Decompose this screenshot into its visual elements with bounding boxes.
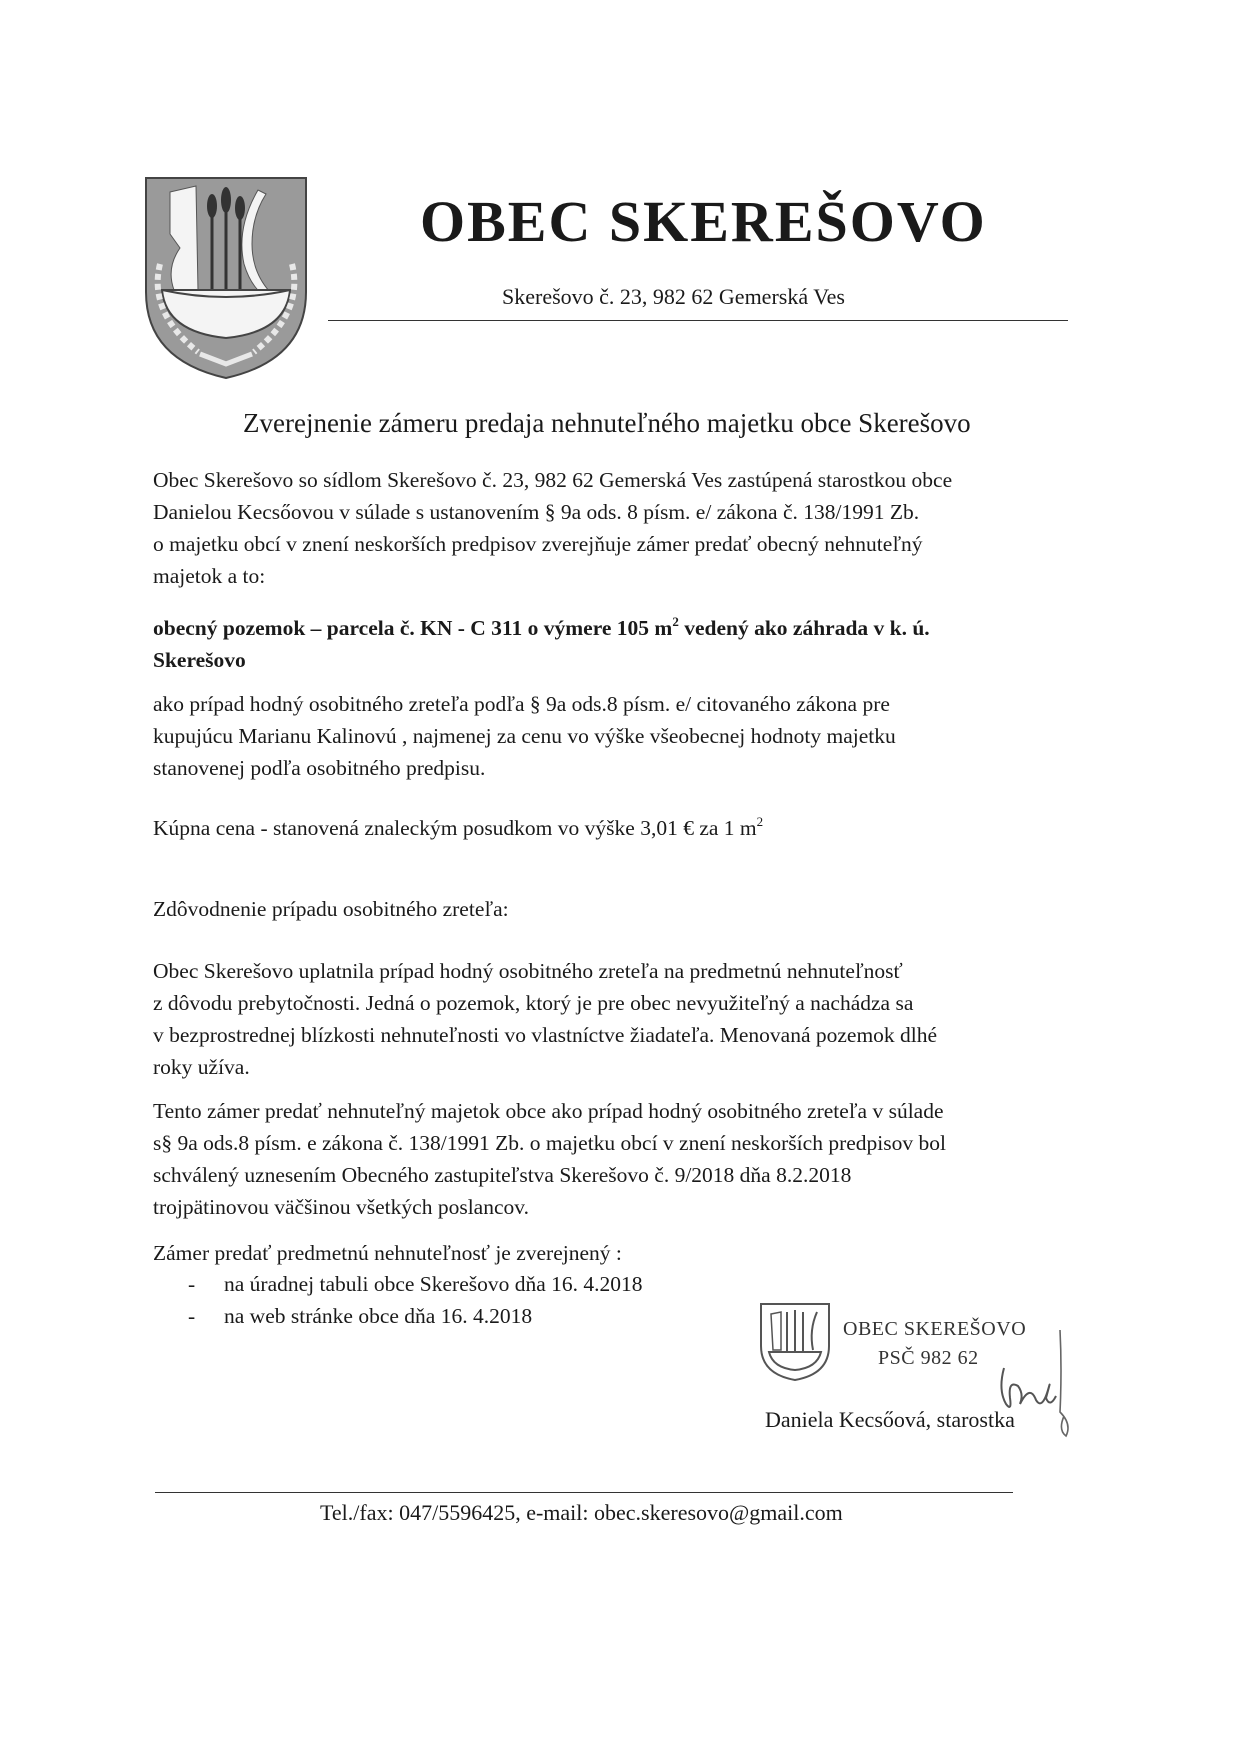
- parcel-text: obecný pozemok – parcela č. KN - C 311 o výmere 105 m: [153, 616, 673, 640]
- approval-line: Tento zámer predať nehnuteľný majetok obce ako prípad hodný osobitného zreteľa v súlade: [153, 1099, 944, 1123]
- special-case-paragraph: [153, 688, 1088, 784]
- list-dash: -: [188, 1272, 196, 1296]
- list-item-text: na úradnej tabuli obce Skerešovo dňa 16. 4.2018: [224, 1272, 643, 1296]
- justification-line: v bezprostrednej blízkosti nehnuteľnosti vo vlastníctve žiadateľa. Menovaná pozemok dlhé: [153, 1023, 938, 1047]
- list-dash: -: [188, 1304, 196, 1328]
- justification-paragraph: [153, 955, 1088, 1083]
- justification-line: Obec Skerešovo uplatnila prípad hodný osobitného zreteľa na predmetnú nehnuteľnosť: [153, 959, 903, 983]
- list-item: [188, 1300, 643, 1332]
- stamp-municipality: OBEC SKEREŠOVO: [843, 1318, 1027, 1340]
- contact-footer: Tel./fax: 047/5596425, e-mail: obec.skeresovo@gmail.com: [320, 1500, 843, 1525]
- justification-line: z dôvodu prebytočnosti. Jedná o pozemok, ktorý je pre obec nevyužiteľný a nachádza sa: [153, 991, 914, 1015]
- justification-heading: [153, 893, 1088, 925]
- parcel-text-rest: vedený ako záhrada v k. ú.: [678, 616, 930, 640]
- approval-line: s§ 9a ods.8 písm. e zákona č. 138/1991 Zb. o majetku obcí v znení neskorších predpisov bol: [153, 1131, 946, 1155]
- parcel-cadastral-area: Skerešovo: [153, 648, 246, 672]
- intro-paragraph: [153, 464, 1088, 592]
- intro-line: o majetku obcí v znení neskorších predpisov zverejňuje zámer predať obecný nehnuteľný: [153, 532, 923, 556]
- approval-line: schválený uznesením Obecného zastupiteľstva Skerešovo č. 9/2018 dňa 8.2.2018: [153, 1163, 852, 1187]
- list-item-text: na web stránke obce dňa 16. 4.2018: [224, 1304, 533, 1328]
- special-case-line: ako prípad hodný osobitného zreteľa podľa § 9a ods.8 písm. e/ citovaného zákona pre: [153, 692, 890, 716]
- justification-heading-text: Zdôvodnenie prípadu osobitného zreteľa:: [153, 897, 509, 921]
- purchase-price: [153, 812, 1088, 844]
- notice-subject: Zverejnenie zámeru predaja nehnuteľného majetku obce Skerešovo: [243, 408, 971, 438]
- footer-divider: [155, 1492, 1013, 1493]
- special-case-line: kupujúcu Marianu Kalinovú , najmenej za cenu vo výške všeobecnej hodnoty majetku: [153, 724, 896, 748]
- publication-list: [188, 1268, 643, 1332]
- approval-paragraph: [153, 1095, 1088, 1223]
- price-text: Kúpna cena - stanovená znaleckým posudkom vo výške 3,01 € za 1 m: [153, 816, 757, 840]
- parcel-unit-exponent: 2: [672, 614, 679, 629]
- list-item: [188, 1268, 643, 1300]
- justification-line: roky užíva.: [153, 1055, 250, 1079]
- municipality-title: OBEC SKEREŠOVO: [420, 189, 987, 254]
- parcel-description: [153, 612, 1088, 676]
- publication-heading-text: Zámer predať predmetnú nehnuteľnosť je zverejnený :: [153, 1241, 622, 1265]
- municipality-address: Skerešovo č. 23, 982 62 Gemerská Ves: [502, 284, 845, 309]
- approval-line: trojpätinovou väčšinou všetkých poslancov.: [153, 1195, 529, 1219]
- header-divider: [328, 320, 1068, 321]
- intro-line: Obec Skerešovo so sídlom Skerešovo č. 23, 982 62 Gemerská Ves zastúpená starostkou obce: [153, 468, 953, 492]
- price-unit-exponent: 2: [756, 814, 764, 829]
- signer-name: Daniela Kecsőová, starostka: [765, 1407, 1015, 1432]
- intro-line: Danielou Kecsőovou v súlade s ustanovením § 9a ods. 8 písm. e/ zákona č. 138/1991 Zb.: [153, 500, 920, 524]
- municipal-stamp-icon: [755, 1300, 835, 1382]
- coat-of-arms-icon: [140, 172, 312, 382]
- intro-line: majetok a to:: [153, 564, 266, 588]
- stamp-postcode: PSČ 982 62: [878, 1347, 979, 1369]
- publication-heading: [153, 1237, 1088, 1269]
- special-case-line: stanovenej podľa osobitného predpisu.: [153, 756, 486, 780]
